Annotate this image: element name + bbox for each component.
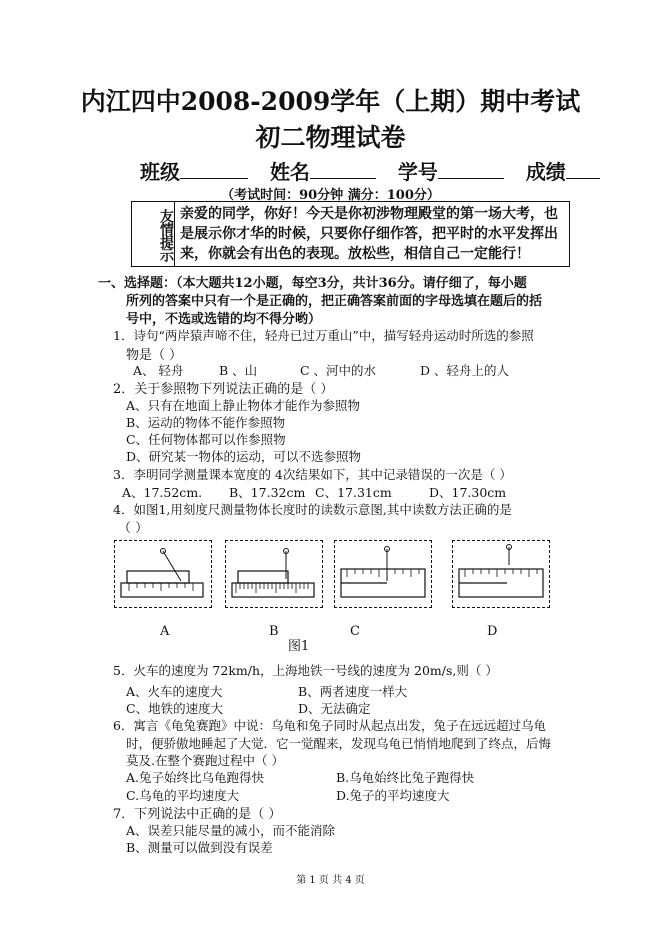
score-blank[interactable] — [566, 160, 600, 179]
q2-option-c: C、任何物体都可以作参照物 — [126, 432, 286, 447]
exam-title: 内江四中2008-2009学年（上期）期中考试 — [80, 87, 581, 116]
name-blank[interactable] — [310, 160, 376, 179]
student-id-label: 学号 — [397, 160, 438, 184]
figure-label-b: B — [269, 624, 279, 639]
figure-label-d: D — [487, 624, 498, 639]
class-blank[interactable] — [180, 160, 248, 179]
q6-option-b: B.乌龟始终比兔子跑得快 — [336, 770, 475, 785]
q6-line2: 时，便骄傲地睡起了大觉．它一觉醒来，发现乌龟已悄悄地爬到了终点，后悔 — [126, 736, 552, 751]
q3-option-a: A、17.52cm. — [122, 485, 203, 500]
tip-label: 友情提示 — [132, 202, 175, 267]
ruler-diagram-d — [453, 541, 549, 607]
figure-panel-d — [452, 540, 550, 608]
q6-option-c: C.乌龟的平均速度大 — [126, 788, 240, 803]
q2-option-a: A、只有在地面上静止物体才能作为参照物 — [126, 398, 361, 413]
q1-option-a: A、 轻舟 — [133, 363, 184, 378]
section1-line3: 号中，不选或选错的均不得分哟） — [126, 312, 322, 327]
q7-option-a: A、误差只能尽量的减小，而不能消除 — [126, 823, 336, 838]
q6-option-a: A.兔子始终比乌龟跑得快 — [126, 770, 265, 785]
q1-option-b: B 、山 — [219, 363, 258, 378]
score-label: 成绩 — [525, 160, 566, 184]
q5-option-b: B、两者速度一样大 — [298, 684, 408, 699]
page-footer: 第 1 页 共 4 页 — [296, 875, 365, 886]
name-label: 姓名 — [269, 160, 310, 184]
student-info-row — [140, 156, 600, 185]
q6-option-d: D.兔子的平均速度大 — [336, 788, 450, 803]
figure-caption: 图1 — [288, 639, 310, 654]
q7-text: 7．下列说法中正确的是（ ） — [113, 807, 282, 822]
exam-info: （考试时间：90分钟 满分：100分） — [221, 188, 440, 203]
q1-text: 1．诗句“两岸猿声啼不住，轻舟已过万重山”中，描写轻舟运动时所选的参照 — [113, 328, 534, 343]
q4-text: 4．如图1,用刻度尺测量物体长度时的读数示意图,其中读数方法正确的是 — [113, 502, 512, 517]
q7-option-b: B、测量可以做到没有误差 — [126, 840, 273, 855]
q2-option-d: D、研究某一物体的运动，可以不选参照物 — [126, 449, 362, 464]
q2-option-b: B、运动的物体不能作参照物 — [126, 415, 286, 430]
q6-text: 6．寓言《龟兔赛跑》中说：乌龟和兔子同时从起点出发，兔子在远远超过乌龟 — [113, 718, 546, 733]
section1-line2: 所列的答案中只有一个是正确的，把正确答案前面的字母选填在题后的括 — [126, 294, 543, 309]
q1-option-c: C 、河中的水 — [300, 363, 377, 378]
q5-text: 5．火车的速度为 72km/h，上海地铁一号线的速度为 20m/s,则（ ） — [113, 663, 498, 678]
class-label: 班级 — [140, 160, 180, 184]
q1-option-d: D 、轻舟上的人 — [420, 363, 509, 378]
ruler-diagram-c — [335, 541, 431, 607]
tip-box — [131, 201, 570, 267]
q3-text: 3．李明同学测量课本宽度的 4次结果如下，其中记录错误的一次是（ ） — [113, 467, 512, 482]
section1-heading: 一、选择题：（本大题共12小题，每空3分，共计36分。请仔细了，每小题 — [98, 276, 527, 291]
ruler-diagram-b — [226, 541, 322, 607]
figure-label-c: C — [350, 624, 360, 639]
exam-subtitle: 初二物理试卷 — [255, 123, 406, 152]
q4-line2: （ ） — [118, 521, 149, 536]
ruler-diagram-a — [115, 541, 211, 607]
q3-option-c: C、17.31cm — [315, 485, 392, 500]
figure-panel-c — [334, 540, 432, 608]
figure-panel-a — [114, 540, 212, 608]
q2-text: 2．关于参照物下列说法正确的是（ ） — [113, 382, 334, 397]
student-id-blank[interactable] — [438, 160, 504, 179]
tip-text: 亲爱的同学，你好！今天是你初涉物理殿堂的第一场大考，也是展示你才华的时候，只要你仔细作答，把平时的水平发挥出来，你就会有出色的表现。放松些，相信自己一定能行！ — [180, 206, 558, 262]
q3-option-d: D、17.30cm — [429, 485, 507, 500]
q5-option-d: D、无法确定 — [298, 701, 371, 716]
figure-label-a: A — [160, 624, 170, 639]
q6-line3: 莫及.在整个赛跑过程中（ ） — [126, 753, 284, 768]
figure-panel-b — [225, 540, 323, 608]
q5-option-a: A、火车的速度大 — [126, 684, 223, 699]
q3-option-b: B、17.32cm — [229, 485, 306, 500]
q1-line2: 物是（ ） — [126, 348, 183, 363]
q5-option-c: C、地铁的速度大 — [126, 701, 224, 716]
